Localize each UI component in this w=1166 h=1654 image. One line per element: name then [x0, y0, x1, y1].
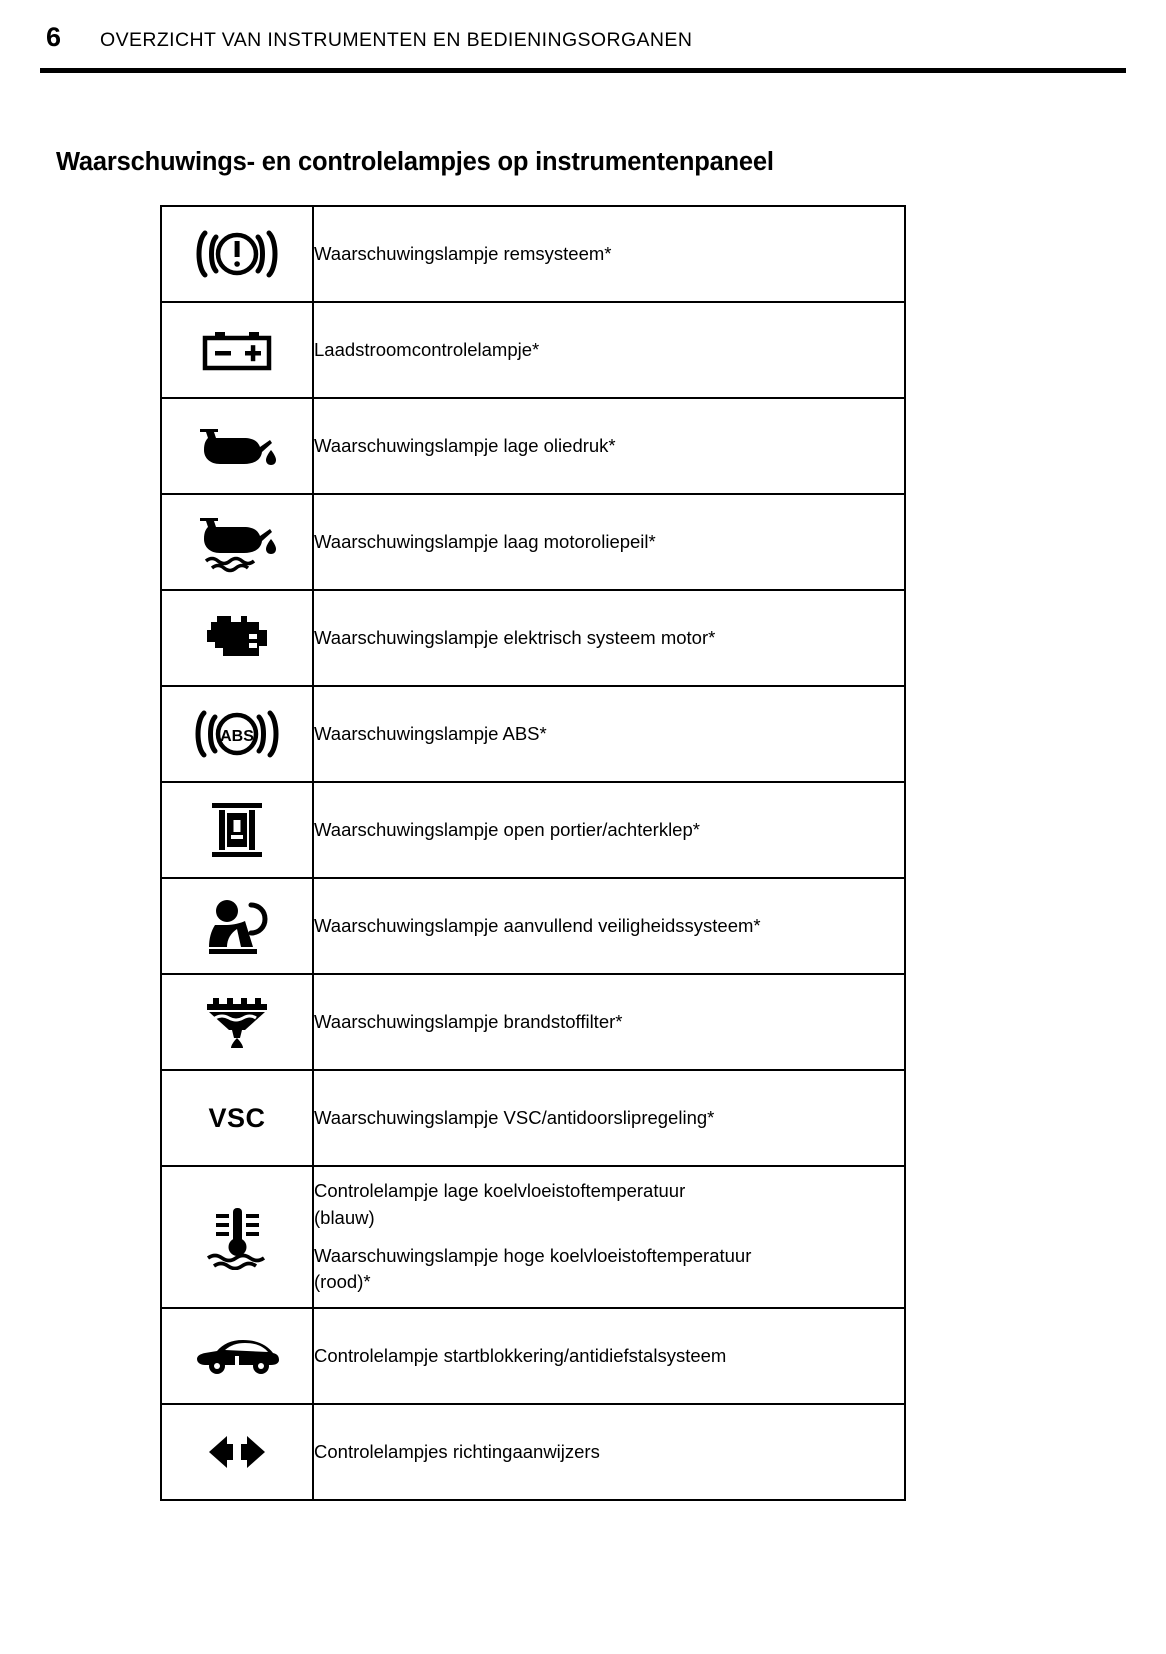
- table-row: [161, 686, 905, 782]
- row-label: Controlelampje startblokkering/antidiefstalsysteem: [313, 1308, 905, 1404]
- row-label-line-2: (blauw): [314, 1206, 375, 1228]
- icon-cell: [161, 398, 313, 494]
- row-label-line-1: Controlelampje lage koelvloeistoftemperatuur: [314, 1180, 686, 1202]
- row-label: Waarschuwingslampje VSC/antidoorslipregeling*: [313, 1070, 905, 1166]
- icon-cell: [161, 302, 313, 398]
- immobilizer-icon: [162, 1309, 312, 1403]
- row-label: Waarschuwingslampje ABS*: [313, 686, 905, 782]
- table-row: [161, 974, 905, 1070]
- page-title: Waarschuwings- en controlelampjes op instrumentenpaneel: [56, 148, 774, 176]
- icon-cell: [161, 1404, 313, 1500]
- icon-cell: [161, 1166, 313, 1308]
- row-label: Waarschuwingslampje laag motoroliepeil*: [313, 494, 905, 590]
- table-row: [161, 302, 905, 398]
- icon-cell: [161, 206, 313, 302]
- table-row: [161, 782, 905, 878]
- srs-airbag-icon: [162, 879, 312, 973]
- fuel-filter-icon: [162, 975, 312, 1069]
- open-door-icon: [162, 783, 312, 877]
- row-label: Laadstroomcontrolelampje*: [313, 302, 905, 398]
- row-label: [313, 1166, 905, 1308]
- icon-cell: [161, 878, 313, 974]
- icon-cell: [161, 494, 313, 590]
- abs-warning-icon: [162, 687, 312, 781]
- icon-cell: [161, 1070, 313, 1166]
- warning-lights-table: [160, 205, 906, 1501]
- table-row: [161, 206, 905, 302]
- table-row: [161, 494, 905, 590]
- low-oil-level-icon: [162, 495, 312, 589]
- low-oil-pressure-icon: [162, 399, 312, 493]
- row-label: Waarschuwingslampje aanvullend veiligheidssysteem*: [313, 878, 905, 974]
- brake-system-warning-icon: [162, 207, 312, 301]
- coolant-temperature-icon: [162, 1167, 312, 1307]
- row-label: Waarschuwingslampje open portier/achterklep*: [313, 782, 905, 878]
- header-rule: [40, 68, 1126, 73]
- svg-text:ABS: ABS: [220, 728, 254, 745]
- page-header: [40, 22, 1126, 72]
- icon-cell: [161, 686, 313, 782]
- row-label-line-3: Waarschuwingslampje hoge koelvloeistoftemperatuur: [314, 1245, 752, 1266]
- page-number: 6: [46, 22, 62, 52]
- vsc-label: VSC: [208, 1102, 266, 1133]
- table-row: [161, 590, 905, 686]
- row-label: Waarschuwingslampje brandstoffilter*: [313, 974, 905, 1070]
- icon-cell: [161, 974, 313, 1070]
- table-row: [161, 878, 905, 974]
- icon-cell: [161, 1308, 313, 1404]
- table-row: [161, 1404, 905, 1500]
- battery-charge-icon: [162, 303, 312, 397]
- row-label-line-4: (rood)*: [314, 1271, 371, 1293]
- row-label: Waarschuwingslampje remsysteem*: [313, 206, 905, 302]
- icon-cell: [161, 590, 313, 686]
- engine-check-icon: [162, 591, 312, 685]
- table-row: [161, 398, 905, 494]
- row-label: Waarschuwingslampje elektrisch systeem motor*: [313, 590, 905, 686]
- icon-cell: [161, 782, 313, 878]
- row-label: Waarschuwingslampje lage oliedruk*: [313, 398, 905, 494]
- table-row: [161, 1308, 905, 1404]
- row-label: Controlelampjes richtingaanwijzers: [313, 1404, 905, 1500]
- vsc-text-icon: [162, 1071, 312, 1165]
- table-row: [161, 1166, 905, 1308]
- header-title: OVERZICHT VAN INSTRUMENTEN EN BEDIENINGSORGANEN: [100, 29, 693, 51]
- table-row: [161, 1070, 905, 1166]
- turn-signal-icon: [162, 1405, 312, 1499]
